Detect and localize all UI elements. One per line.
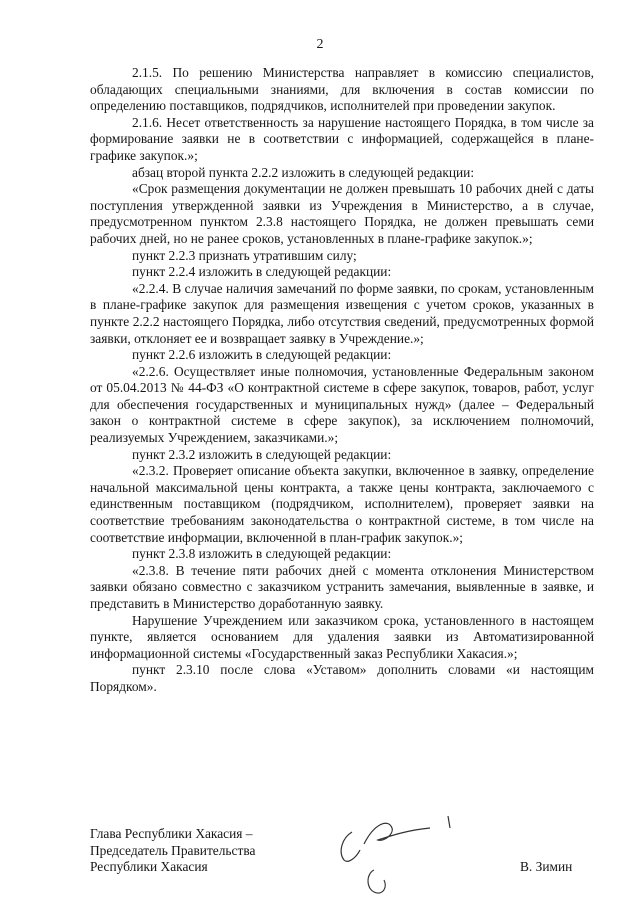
signatory-name: В. Зимин bbox=[520, 859, 573, 874]
page-number: 2 bbox=[316, 37, 324, 52]
paragraph: «2.3.8. В течение пяти рабочих дней с момента отклонения Министерством заявки обязано совместно с заказчиком устранить замечания, выявленные в заявке, и представить в Министерство доработанную заявку. bbox=[90, 562, 594, 611]
paragraph: 2.1.5. По решению Министерства направляет в комиссию специалистов, обладающих специальными знаниями, для включения в состав комиссии по определению поставщиков, подрядчиков, исполнителей при проведении закупок. bbox=[90, 65, 594, 114]
paragraph: пункт 2.2.3 признать утратившим силу; bbox=[132, 247, 357, 263]
paragraph: пункт 2.3.8 изложить в следующей редакции: bbox=[132, 546, 392, 562]
paragraph: пункт 2.2.6 изложить в следующей редакции: bbox=[132, 347, 392, 363]
paragraph: «Срок размещения документации не должен превышать 10 рабочих дней с даты поступления утвержденной заявки из Учреждения в Министерство, а в случае, предусмотренном пунктом 2.3.8 настоящего Порядка, не должен превышать семи рабочих дней, но не ранее сроков, установленных в плане-графике закупок.»; bbox=[90, 181, 594, 246]
signatory-title bbox=[90, 826, 255, 876]
paragraph: пункт 2.3.2 изложить в следующей редакции: bbox=[132, 446, 392, 462]
paragraph: абзац второй пункта 2.2.2 изложить в следующей редакции: bbox=[132, 164, 475, 180]
paragraph: 2.1.6. Несет ответственность за нарушение настоящего Порядка, в том числе за формирование заявки не в соответствии с информацией, содержащейся в плане-графике закупок.»; bbox=[90, 114, 594, 163]
signatory-title-line: Председатель Правительства bbox=[90, 842, 256, 858]
paragraph: «2.3.2. Проверяет описание объекта закупки, включенное в заявку, определение начальной максимальной цены контракта, а также цены контракта, заключаемого с единственным поставщиком (подрядчиком, исполнителем), проверяет заявки на соответствие требованиям законодательства о контрактной системе, в том числе на соответствие информации, включенной в план-график закупок.»; bbox=[90, 463, 594, 545]
handwritten-signature bbox=[330, 800, 480, 900]
signatory-title-line: Глава Республики Хакасия – bbox=[90, 826, 253, 841]
paragraph: пункт 2.3.10 после слова «Уставом» дополнить словами «и настоящим Порядком». bbox=[90, 662, 594, 694]
paragraph: «2.2.4. В случае наличия замечаний по форме заявки, по срокам, установленным в плане-графике закупок для размещения извещения с учетом сроков, указанных в пункте 2.2.2 настоящего Порядка, либо отсутствия сведений, предусмотренных формой заявки, отклоняет ее и возвращает заявку в Учреждение.»; bbox=[90, 280, 594, 346]
document-body bbox=[90, 65, 594, 696]
paragraph: «2.2.6. Осуществляет иные полномочия, установленные Федеральным законом от 05.04.2013 № 44-ФЗ «О контрактной системе в сфере закупок, товаров, работ, услуг для обеспечения государственных и муниципальных нужд» (далее – Федеральный закон о контрактной системе в сфере закупок), за исключением полномочий, реализуемых Учреждением, заказчиками.»; bbox=[90, 363, 594, 446]
paragraph: пункт 2.2.4 изложить в следующей редакции: bbox=[132, 264, 392, 280]
signatory-title-line: Республики Хакасия bbox=[90, 859, 208, 875]
paragraph: Нарушение Учреждением или заказчиком срока, установленного в настоящем пункте, является основанием для удаления заявки из Автоматизированной информационной системы «Государственный заказ Республики Хакасия.»; bbox=[90, 612, 594, 661]
